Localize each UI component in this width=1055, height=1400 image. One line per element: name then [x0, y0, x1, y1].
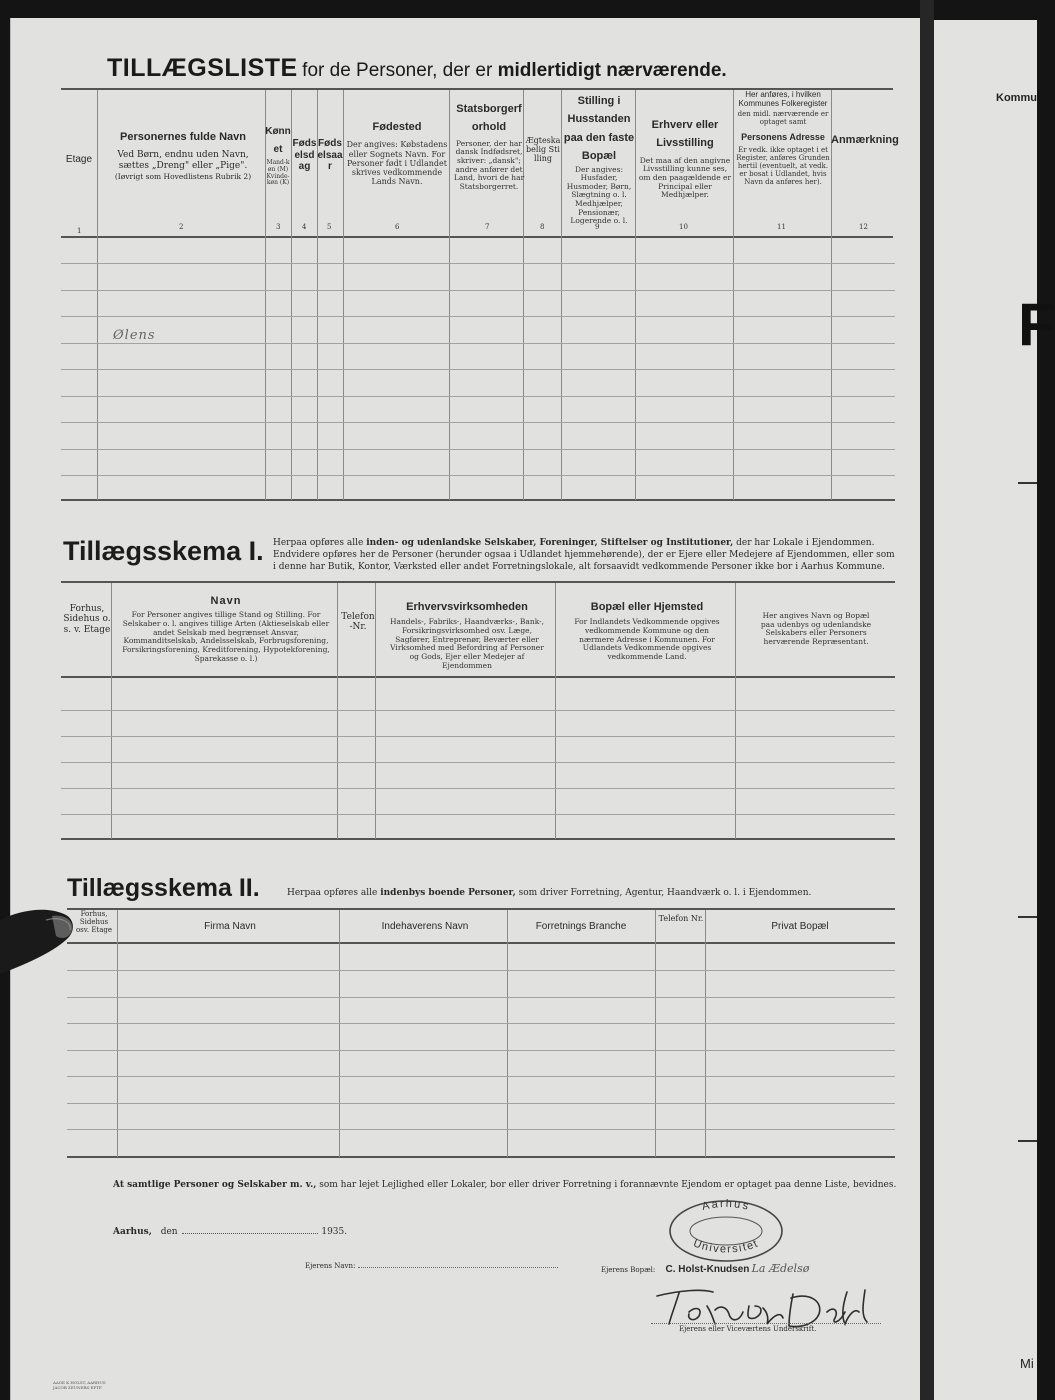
skema2-top-border: [67, 908, 895, 910]
col-number: 11: [777, 223, 786, 231]
col-statsborger-title: Statsborgerforhold: [456, 103, 522, 134]
table1-column-divider: [733, 90, 734, 500]
skema2-column-divider: [117, 910, 118, 1157]
col-kon-header: [265, 120, 291, 187]
table1-row-line: [61, 290, 895, 291]
col-fodselsaar-header: [317, 138, 343, 173]
col-folkeregister-header: [735, 90, 831, 186]
facing-page-rule: [1018, 916, 1037, 918]
table1-row-line: [61, 316, 895, 317]
skema2-col-branche: Forretnings Branche: [535, 921, 627, 932]
col-adresse-title: Personens Adresse: [741, 132, 825, 143]
col-anmaerkning-header: [831, 134, 899, 147]
col-folkeregister-desc: den midl. nærværende er optaget samt: [737, 110, 829, 127]
certification-rest: som har lejet Lejlighed eller Lokaler, bor eller driver Forretning i forannævnte Ejendom er optaget paa denne Liste, bevidnes.: [316, 1180, 897, 1190]
col-number: 4: [302, 223, 307, 231]
col-fodselsdag-header: [292, 138, 317, 173]
table1-row-line: [61, 449, 895, 450]
facing-page-rule: [1018, 482, 1037, 484]
facing-page-big-letter: F: [1018, 291, 1055, 358]
owner-name-line: [305, 1262, 558, 1270]
table1-column-divider: [635, 90, 636, 500]
skema2-column-divider: [705, 910, 706, 1157]
skema2-row-line: [67, 1076, 895, 1077]
skema1-row-line: [61, 736, 895, 737]
skema1-col-bopael-title: Bopæl eller Hjemsted: [590, 601, 704, 613]
skema1-col-bopael-desc: For Indlandets Vedkommende opgives vedkommende Kommune og den nærmere Adresse i Kommunen. For Udlandets Vedkommende opgives vedkommende Land.: [574, 617, 720, 661]
skema1-col-navn-title: Navn: [210, 595, 242, 607]
table1-column-divider: [831, 90, 832, 500]
col-number: 7: [485, 223, 490, 231]
col-number: 2: [179, 223, 184, 231]
skema1-top-border: [61, 581, 895, 583]
main-title-text: for de Personer, der er: [302, 60, 498, 81]
skema1-row-line: [61, 762, 895, 763]
col-aegteskab-header: Ægteskabelig Stilling: [525, 136, 561, 164]
skema1-intro-line2: Endvidere opføres her de Personer (herunder ogsaa i Udlandet hjemmehørende), der er Ejere eller Medejere af Ejendommen, eller som: [273, 550, 895, 561]
place-label: Aarhus,: [113, 1227, 152, 1237]
skema1-intro-end: der har Lokale i Ejendommen.: [733, 538, 875, 548]
facing-page-rule: [1018, 1140, 1037, 1142]
col-folkeregister-title: Her anføres, i hvilken Kommunes Folkeregister: [738, 90, 828, 109]
skema1-col-erhverv: [377, 596, 557, 670]
col-fodselsdag-title: Fødselsdag: [292, 138, 317, 172]
col-number: 3: [276, 223, 281, 231]
skema2-row-line: [67, 1050, 895, 1051]
col-navn-title: Personernes fulde Navn: [120, 131, 246, 143]
handwritten-entry: Ølens: [113, 328, 156, 343]
skema1-bottom-border: [61, 838, 895, 840]
facing-page: [934, 20, 1055, 1400]
skema1-column-divider: [111, 583, 112, 839]
col-fodested-title: Fødested: [372, 121, 422, 133]
col-number: 8: [540, 223, 545, 231]
skema1-row-line: [61, 710, 895, 711]
skema2-col-indehaver: Indehaverens Navn: [381, 921, 469, 932]
skema1-row-line: [61, 814, 895, 815]
main-title: [107, 54, 727, 83]
col-number: 12: [859, 223, 868, 231]
col-number: 1: [77, 227, 82, 235]
skema1-intro-text: Herpaa opføres alle: [273, 538, 367, 548]
table1-row-line: [61, 396, 895, 397]
owner-name-stamp: C. Holst-Knudsen: [665, 1264, 750, 1275]
main-title-big: TILLÆGSLISTE: [107, 54, 298, 82]
certification-text: [113, 1180, 896, 1190]
skema2-column-divider: [339, 910, 340, 1157]
certification-emph: At samtlige Personer og Selskaber m. v.,: [113, 1180, 317, 1190]
col-number: 10: [679, 223, 688, 231]
main-title-emph: midlertidigt: [497, 60, 602, 81]
svg-text:Aarhus: [701, 1198, 752, 1213]
skema2-intro: [287, 888, 811, 898]
form-page: [10, 18, 920, 1400]
skema1-col-bopael: [557, 596, 737, 662]
col-number: 9: [595, 223, 600, 231]
col-stilling-title: Stilling i Husstanden paa den faste Bopæl: [563, 95, 635, 163]
col-navn-header: [101, 126, 265, 182]
skema1-col-erhverv-desc: Handels-, Fabriks-, Haandværks-, Bank-, Forsikringsvirksomhed osv. Læge, Sagfører, Entreprenør, Beværter eller Virksomhed med Befordring af Personer og Gods, Ejer eller Medejer af Ejendommen: [389, 617, 545, 670]
printer-imprint: AAGE K HOLST, AARHUS JACOB ZEUNERS EFTF.: [53, 1380, 106, 1391]
signature-line: [651, 1323, 881, 1324]
date-line: [113, 1227, 347, 1237]
col-kon-title: Kønnet: [265, 126, 291, 156]
skema2-row-line: [67, 970, 895, 971]
col-kon-desc: Mand-køn (M) Kvinde-køn (K): [266, 158, 290, 187]
page-gutter: [920, 0, 934, 1400]
col-number: 5: [327, 223, 332, 231]
skema2-col-etage: Forhus, Sidehus osv. Etage: [75, 910, 113, 935]
table1-row-line: [61, 343, 895, 344]
table1-row-line: [61, 263, 895, 264]
table1-column-divider: [561, 90, 562, 500]
table1-row-line: [61, 475, 895, 476]
col-erhverv-header: [637, 114, 733, 200]
facing-page-text-bottom: Mi: [1020, 1356, 1034, 1371]
main-title-end: nærværende.: [601, 60, 727, 81]
stamp-bottom-text: Universitet: [691, 1237, 761, 1256]
skema2-row-line: [67, 997, 895, 998]
skema2-intro-text: Herpaa opføres alle: [287, 888, 381, 898]
skema1-col-telefon: Telefon-Nr.: [341, 612, 375, 633]
stamp-top-text: Aarhus: [700, 1198, 752, 1213]
skema2-row-line: [67, 1129, 895, 1130]
thumb-holding-page: [0, 906, 100, 986]
col-statsborger-desc: Personer, der har dansk Indfødsret, skriver: „dansk"; andre anfører det Land, hvori de har Statsborgerret.: [453, 138, 525, 191]
skema1-header-border: [61, 676, 895, 678]
skema1-col-navn: [115, 590, 337, 663]
skema2-col-telefon: Telefon Nr.: [658, 914, 704, 923]
col-fodested-desc: Der angives: Købstadens eller Sognets Navn. For Personer født i Udlandet skrives vedkommende Lands Navn.: [346, 140, 448, 187]
col-erhverv-title: Erhverv eller Livsstilling: [651, 119, 719, 150]
skema1-intro-emph: inden- og udenlandske Selskaber, Foreninger, Stiftelser og Institutioner,: [366, 538, 734, 548]
aarhus-universitet-stamp: [667, 1198, 785, 1264]
skema1-title: Tillægsskema I.: [63, 536, 264, 566]
svg-text:Universitet: [692, 1237, 761, 1255]
owner-name-field[interactable]: [358, 1267, 558, 1268]
table1-column-divider: [97, 90, 98, 500]
col-statsborger-header: [453, 98, 525, 192]
skema2-intro-end: som driver Forretning, Agentur, Haandværk o. l. i Ejendommen.: [515, 888, 812, 898]
table1-column-divider: [343, 90, 344, 500]
table1-row-line: [61, 369, 895, 370]
col-number: 6: [395, 223, 400, 231]
col-stilling-desc: Der angives: Husfader, Husmoder, Børn, Slægtning o. l. Medhjælper, Pensionær, Logerende o. l.: [566, 164, 632, 226]
facing-page-text-top: Kommu: [996, 92, 1037, 104]
skema1-intro: [273, 537, 895, 573]
owner-address-label: Ejerens Bopæl:: [601, 1266, 656, 1274]
skema2-column-divider: [507, 910, 508, 1157]
col-anmaerkning-title: Anmærkning: [831, 134, 899, 146]
owner-name-label: Ejerens Navn:: [305, 1262, 356, 1270]
skema2-title: Tillægsskema II.: [67, 874, 260, 902]
date-field[interactable]: [182, 1233, 318, 1234]
signature-caption: Ejerens eller Viceværtens Underskrift.: [679, 1325, 817, 1333]
skema2-bottom-border: [67, 1156, 895, 1158]
skema1-column-divider: [375, 583, 376, 839]
skema2-col-firma: Firma Navn: [204, 921, 256, 932]
skema2-col-privat-bopael: Privat Bopæl: [771, 921, 829, 932]
col-navn-note: (Iøvrigt som Hovedlistens Rubrik 2): [114, 172, 252, 182]
skema1-row-line: [61, 788, 895, 789]
col-fodested-header: [345, 116, 449, 186]
owner-address-handwriting: La Ædelsø: [751, 1262, 810, 1275]
table1-row-line: [61, 422, 895, 423]
skema1-col-navn-desc: For Personer angives tillige Stand og Stilling. For Selskaber o. l. angives tillige Arten (Aktieselskab eller andet Selskab med begrænset Ansvar, Kommanditselskab, Andelsselskab, Forbrugsforening, Forsikringsforening, Kreditforening, Hypotekforening, Sparekasse o. l.): [122, 610, 330, 663]
col-erhverv-desc: Det maa af den angivne Livsstilling kunne ses, om den paagældende er Principal eller Medhjælper.: [638, 155, 732, 200]
table1-bottom-border: [61, 499, 895, 501]
table1-column-divider: [449, 90, 450, 500]
table1-header-border: [61, 236, 893, 238]
col-fodselsaar-title: Fødselsaar: [317, 138, 343, 172]
skema1-column-divider: [337, 583, 338, 839]
col-stilling-header: [563, 90, 635, 226]
skema2-row-line: [67, 1023, 895, 1024]
skema1-col-etage: Forhus, Sidehus o. s. v. Etage: [63, 604, 111, 635]
skema2-column-divider: [655, 910, 656, 1157]
skema2-header-border: [67, 942, 895, 944]
den-label: den: [160, 1227, 178, 1237]
skema1-intro-line3: i denne har Butik, Kontor, Værksted eller andet Forretningslokale, alt forsaavidt vedkommende Personer ikke bor i Aarhus Kommune.: [273, 562, 885, 573]
col-etage-header: Etage: [65, 154, 93, 165]
year-label: 1935.: [321, 1227, 348, 1237]
skema2-intro-emph: indenbys boende Personer,: [380, 888, 516, 898]
skema1-col-representant: Her angives Navn og Bopæl paa udenbys og udenlandske Selskabers eller Personers herværende Repræsentant.: [760, 611, 872, 646]
col-navn-desc: Ved Børn, endnu uden Navn, sættes „Dreng" eller „Pige".: [117, 150, 249, 171]
skema2-row-line: [67, 1103, 895, 1104]
col-adresse-desc: Er vedk. ikke optaget i et Register, anføres Grunden hertil (eventuelt, at vedk. er bosat i Udlandet, hvis Navn da anføres her).: [736, 145, 830, 187]
skema1-col-erhverv-title: Erhvervsvirksomheden: [406, 601, 528, 613]
